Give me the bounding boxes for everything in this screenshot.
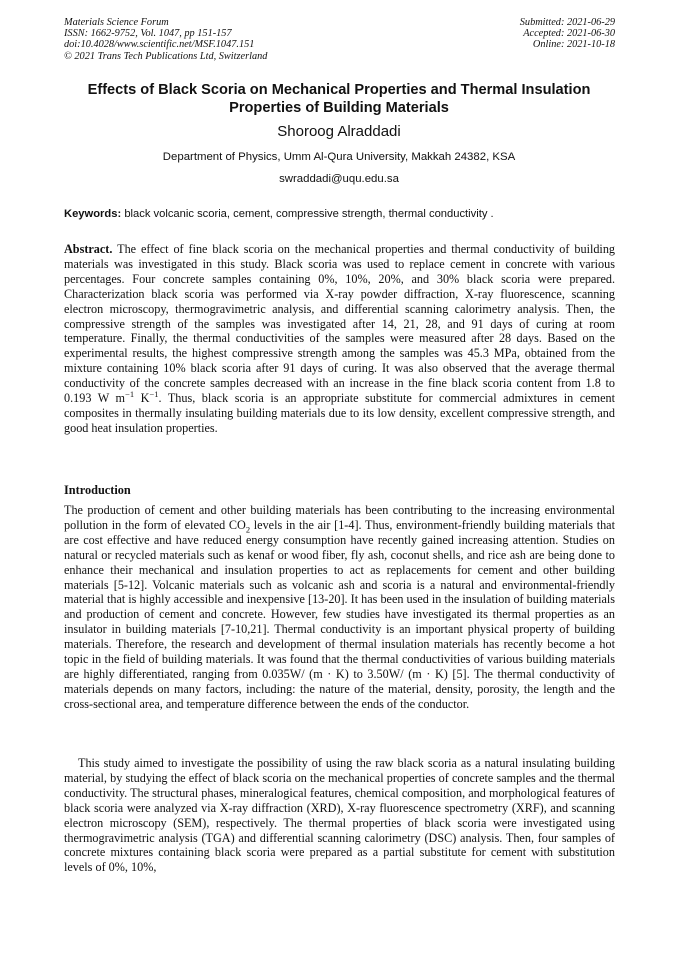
abstract: [64, 242, 615, 436]
header-right: [520, 17, 615, 51]
keywords-label: Keywords:: [64, 208, 122, 220]
abstract-text-a: The effect of fine black scoria on the mechanical properties and thermal conductivity of building materials was investigated in this study. Black scoria was used to replace cement in concrete with various percentages. Four concrete samples containing 0%, 10%, 20%, and 30% black scoria were prepared. Characterization black scoria was performed via X-ray powder diffraction, X-ray fluorescence, scanning electron microscopy, thermogravimetric analysis, and differential scanning calorimetry analysis. Then, the compressive strength of the samples was investigated after 14, 21, 28, and 91 days of curing at room temperature. Finally, the thermal conductivities of the samples were measured after 28 days. Based on the experimental results, the highest compressive strength among the samples was 45.3 MPa, obtained from the mixture containing 10% black scoria after 91 days of curing. It was also observed that the average thermal conductivity of the concrete samples decreased with an increase in the fine black scoria content from 1.8 to 0.193 W m: [64, 242, 616, 406]
intro-p1-text-a: The production of cement and other building materials has been contributing to the increasing environmental pollution in the form of elevated CO: [64, 503, 615, 532]
online-date: Online: 2021-10-18: [532, 39, 615, 51]
paper-title: Effects of Black Scoria on Mechanical Properties and Thermal Insulation Properties of Building Materials: [87, 82, 591, 116]
unit-exponent-1: −1: [125, 389, 135, 399]
introduction-paragraph-2: [64, 756, 615, 875]
keywords-text: black volcanic scoria, cement, compressive strength, thermal conductivity .: [124, 208, 494, 220]
author-email: swraddadi@uqu.edu.sa: [279, 173, 399, 185]
unit-exponent-2: −1: [149, 389, 159, 399]
introduction-heading: Introduction: [64, 483, 131, 497]
accepted-date: Accepted: 2021-06-30: [523, 28, 615, 40]
abstract-text-c: . Thus, black scoria is an appropriate substitute for commercial admixtures in cement composites in thermally insulating building materials due to its low density, excellent compressive strength, and good heat insulation properties.: [64, 391, 615, 435]
copyright-line: © 2021 Trans Tech Publications Ltd, Switzerland: [64, 50, 268, 62]
journal-name: Materials Science Forum: [64, 17, 169, 28]
doi-line: doi:10.4028/www.scientific.net/MSF.1047.151: [64, 39, 255, 51]
issn-line: ISSN: 1662-9752, Vol. 1047, pp 151-157: [64, 28, 232, 40]
author-name: Shoroog Alraddadi: [277, 123, 401, 140]
co2-subscript: 2: [245, 524, 251, 535]
submitted-date: Submitted: 2021-06-29: [519, 17, 615, 28]
affiliation: Department of Physics, Umm Al-Qura University, Makkah 24382, KSA: [162, 151, 516, 163]
intro-p2-text: This study aimed to investigate the possibility of using the raw black scoria as a natural insulating building material, by studying the effect of black scoria on the mechanical properties of concrete samples and the thermal conductivity. The structural phases, mineralogical features, chemical composition, and morphological features of black scoria were analyzed via X-ray diffraction (XRD), X-ray fluorescence spectrometry (XRF), and scanning electron microscopy (SEM), respectively. The thermal properties of black scoria were investigated using thermogravimetric analysis (TGA) and differential scanning calorimetry (DSC) analysis. Then, four samples of concrete mixtures containing black scoria were prepared as a partial substitute for cement with substitution levels of 0%, 10%,: [64, 756, 615, 875]
intro-p1-text-b: levels in the air [1-4]. Thus, environment-friendly building materials that are cost effective and have reduced energy consumption have recently gained increasing attention. Studies on natural or recycled materials such as kenaf or wood fiber, fly ash, coconut shells, and rice ash are being done to enhance their mechanical and insulation properties to act as replacements for cement and other building materials [5-12]. Volcanic materials such as volcanic ash and scoria is a natural and environmental-friendly material that is highly accessible and inexpensive [13-20]. It has been used in the insulation of building materials and production of cement and concrete. However, few studies have investigated its thermal properties as an insulator in building materials [7-10,21]. Thermal conductivity is an important physical property of building materials. Therefore, the research and development of thermal insulation materials has recently become a hot topic in the field of building materials. It was found that the thermal conductivities of various building materials are highly differentiated, ranging from 0.035W/ (m · K) to 3.50W/ (m · K) [5]. The thermal conductivity of materials depends on many factors, including: the nature of the material, density, porosity, the length and the cross-sectional area, and temperature difference between the ends of the conductor.: [64, 517, 616, 711]
abstract-label: Abstract.: [64, 242, 113, 256]
keywords-line: [64, 207, 615, 221]
header-left: [64, 17, 267, 62]
introduction-paragraph-1: [64, 503, 615, 712]
abstract-text-b: K: [134, 391, 150, 406]
